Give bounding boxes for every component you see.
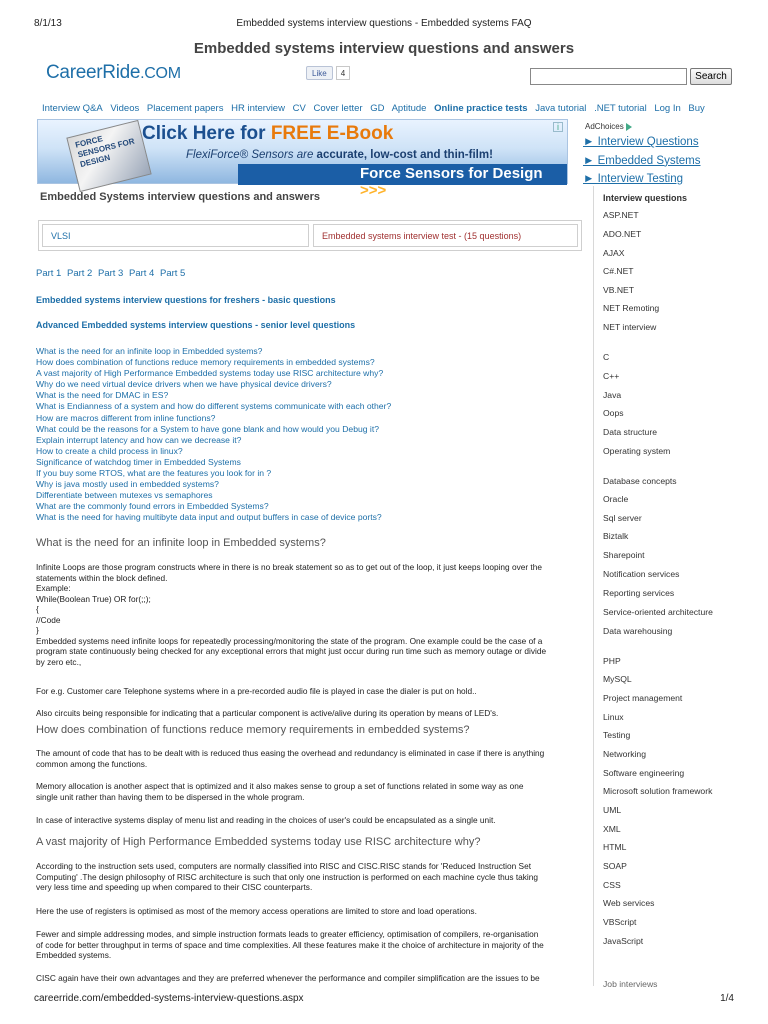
sidebar-item[interactable]: XML xyxy=(603,824,621,834)
paragraph-line: Embedded systems need infinite loops for repeatedly processing/monitoring the state of the program. One example could be the case of a xyxy=(36,635,543,646)
side-link-embedded-systems[interactable]: ► Embedded Systems xyxy=(583,154,701,167)
nav-log-in[interactable]: Log In xyxy=(654,103,681,114)
sidebar-item-cut[interactable]: Job interviews xyxy=(603,979,658,989)
sidebar-item[interactable]: AJAX xyxy=(603,248,625,258)
question-link[interactable]: Explain interrupt latency and how can we decrease it? xyxy=(36,434,242,445)
question-link[interactable]: What are the commonly found errors in Embedded Systems? xyxy=(36,501,269,512)
section-heading: What is the need for an infinite loop in Embedded systems? xyxy=(36,537,326,549)
paragraph-line: The amount of code that has to be dealt with is reduced thus easing the overhead and redundancy is eliminated in case if there is anything xyxy=(36,748,545,758)
part-link[interactable]: Part 4 xyxy=(129,268,155,279)
paragraph: Also circuits being responsible for indicating that a particular component is active/alive during its operation by means of LED's. xyxy=(36,708,499,718)
code-line: } xyxy=(36,625,39,635)
sidebar-item[interactable]: Software engineering xyxy=(603,768,685,778)
advanced-link[interactable]: Advanced Embedded systems interview questions - senior level questions xyxy=(36,320,356,330)
nav-aptitude[interactable]: Aptitude xyxy=(391,103,427,114)
nav-interview-qa[interactable]: Interview Q&A xyxy=(42,103,103,114)
part-link[interactable]: Part 2 xyxy=(67,268,93,279)
part-link[interactable]: Part 3 xyxy=(98,268,124,279)
nav-placement-papers[interactable]: Placement papers xyxy=(146,103,224,114)
question-link[interactable]: Why do we need virtual device drivers when we have physical device drivers? xyxy=(36,379,332,390)
search-button[interactable]: Search xyxy=(690,68,732,85)
sidebar-item[interactable]: VBScript xyxy=(603,917,637,927)
logo-suffix: .COM xyxy=(140,65,181,82)
nav-online-practice-tests[interactable]: Online practice tests xyxy=(434,103,528,114)
question-link[interactable]: If you buy some RTOS, what are the features you look for in ? xyxy=(36,468,272,479)
sidebar-item[interactable]: SOAP xyxy=(603,861,627,871)
like-button[interactable]: Like xyxy=(306,66,333,80)
sidebar-item[interactable]: Service-oriented architecture xyxy=(603,607,713,617)
sidebar-item[interactable]: Data warehousing xyxy=(603,626,673,636)
question-link[interactable]: What could be the reasons for a System to have gone blank and how would you Debug it? xyxy=(36,423,380,434)
nav-net-tutorial[interactable]: .NET tutorial xyxy=(594,103,647,114)
sidebar-item[interactable]: Java xyxy=(603,390,622,400)
sidebar-item[interactable]: PHP xyxy=(603,656,621,666)
paragraph-line: statements within the block defined. xyxy=(36,572,168,583)
question-link[interactable]: What is the need for DMAC in ES? xyxy=(36,390,169,401)
side-ad-links xyxy=(583,136,701,192)
paragraph: Here the use of registers is optimised as most of the memory access operations are limited to store and load operations. xyxy=(36,906,477,916)
sidebar-item[interactable]: Sql server xyxy=(603,513,642,523)
print-url: careerride.com/embedded-systems-interview-questions.aspx xyxy=(34,993,304,1004)
sidebar-item[interactable]: Operating system xyxy=(603,446,671,456)
banner-subline-a: FlexiForce® Sensors are xyxy=(186,149,317,161)
ad-info-icon[interactable]: i xyxy=(553,122,563,132)
paragraph-line: by zero etc., xyxy=(36,656,82,667)
page-number: 1/4 xyxy=(720,993,734,1004)
banner-cta[interactable] xyxy=(238,164,567,199)
sidebar-item[interactable]: Oops xyxy=(603,408,624,418)
side-link-interview-questions[interactable]: ► Interview Questions xyxy=(583,136,699,148)
question-link[interactable]: What is the need for an infinite loop in Embedded systems? xyxy=(36,346,263,356)
sidebar-item[interactable]: C++ xyxy=(603,371,620,381)
nav-videos[interactable]: Videos xyxy=(110,103,140,114)
paragraph-line: of code for better throughput in terms of space and time complexities. All these features make it the choice of architecture in majority of the xyxy=(36,939,544,950)
freshers-link[interactable]: Embedded systems interview questions for freshers - basic questions xyxy=(36,295,336,305)
paragraph: CISC again have their own advantages and they are preferred whenever the performance and compiler simplification are the issues to be xyxy=(36,973,540,983)
sidebar-item[interactable]: ADO.NET xyxy=(603,229,642,239)
paragraph-line: Embedded systems. xyxy=(36,950,112,960)
sidebar-item[interactable]: NET Remoting xyxy=(603,303,660,313)
sidebar-item[interactable]: Testing xyxy=(603,730,631,740)
banner-subline-b: accurate, low-cost and thin-film! xyxy=(316,149,493,161)
question-link[interactable]: What is the need for having multibyte data input and output buffers in case of device ports? xyxy=(36,512,382,523)
article-title: Embedded Systems interview questions and answers xyxy=(40,191,320,203)
print-header xyxy=(34,18,734,32)
code-line: While(Boolean True) OR for(;;); xyxy=(36,593,151,604)
part-links xyxy=(36,268,188,279)
sidebar-item[interactable]: Web services xyxy=(603,898,655,908)
sidebar-item[interactable]: VB.NET xyxy=(603,285,635,295)
paragraph xyxy=(36,861,586,893)
paragraph-line: common among the functions. xyxy=(36,758,148,769)
ebook-cover-image: FORCE SENSORS FOR DESIGN xyxy=(66,120,151,192)
like-count: 4 xyxy=(336,66,350,80)
paragraph-line: single unit rather than having them to be dispersed in the whole program. xyxy=(36,791,305,802)
sidebar-item[interactable]: C#.NET xyxy=(603,266,634,276)
sidebar-item[interactable]: UML xyxy=(603,805,622,815)
topic-vlsi-link[interactable]: VLSI xyxy=(42,224,309,247)
adchoices-icon xyxy=(626,123,632,131)
print-date: 8/1/13 xyxy=(34,18,62,29)
topic-test-link[interactable]: Embedded systems interview test - (15 questions) xyxy=(313,224,578,247)
sidebar-item[interactable]: HTML xyxy=(603,842,627,852)
related-topics-box xyxy=(38,220,582,251)
paragraph-line: According to the instruction sets used, computers are normally classified into RISC and CISC.RISC stands for 'Reduced Instruction Set xyxy=(36,861,532,871)
banner-cta-a: Force Sensors for Design xyxy=(360,165,543,182)
sidebar-item[interactable]: Project management xyxy=(603,693,683,703)
sidebar-item[interactable]: Database concepts xyxy=(603,476,677,486)
main-nav xyxy=(42,103,740,117)
nav-cv[interactable]: CV xyxy=(292,103,306,114)
nav-java-tutorial[interactable]: Java tutorial xyxy=(535,103,587,114)
nav-hr-interview[interactable]: HR interview xyxy=(231,103,285,114)
nav-gd[interactable]: GD xyxy=(370,103,385,114)
paragraph xyxy=(36,748,586,769)
logo-name: CareerRide xyxy=(46,62,141,83)
paragraph xyxy=(36,781,586,802)
side-link-interview-testing[interactable]: ► Interview Testing xyxy=(583,173,684,185)
sidebar-item[interactable]: Linux xyxy=(603,712,624,722)
sidebar-item[interactable]: ASP.NET xyxy=(603,210,639,220)
question-link[interactable]: A vast majority of High Performance Embedded systems today use RISC architecture why? xyxy=(36,368,384,379)
question-link[interactable]: Significance of watchdog timer in Embedded Systems xyxy=(36,456,241,467)
page-title: Embedded systems interview questions and answers xyxy=(193,40,575,57)
paragraph xyxy=(36,929,586,961)
sidebar-item[interactable]: Microsoft solution framework xyxy=(603,786,713,796)
sidebar-item[interactable]: JavaScript xyxy=(603,936,644,946)
sidebar-item[interactable]: Networking xyxy=(603,749,646,759)
question-link[interactable]: How to create a child process in linux? xyxy=(36,445,183,456)
banner-headline-a: Click Here for xyxy=(142,123,271,144)
sidebar-item[interactable]: CSS xyxy=(603,880,621,890)
question-link[interactable]: How does combination of functions reduce memory requirements in embedded systems? xyxy=(36,357,375,368)
sidebar-item[interactable]: MySQL xyxy=(603,674,632,684)
paragraph-line: Memory allocation is another aspect that is optimized and it also makes sense to group a set of functions related in some way as one xyxy=(36,781,524,791)
section-body xyxy=(36,562,586,667)
part-link[interactable]: Part 1 xyxy=(36,268,62,279)
sidebar-item[interactable]: Data structure xyxy=(603,427,657,437)
paragraph-line: Computing' .The design philosophy of RISC architecture is such that only one instruction is performed on each machine cycle thus taking xyxy=(36,871,538,882)
code-line: //Code xyxy=(36,614,61,625)
nav-cover-letter[interactable]: Cover letter xyxy=(313,103,363,114)
question-link[interactable]: Why is java mostly used in embedded systems? xyxy=(36,479,219,490)
print-title: Embedded systems interview questions - Embedded systems FAQ xyxy=(236,18,532,29)
code-line: Example: xyxy=(36,583,71,593)
paragraph-line: Fewer and simple addressing modes, and simple instruction formats leads to greater efficiency, optimisation of compilers, re-organisation xyxy=(36,929,539,939)
banner-headline xyxy=(142,123,393,145)
sidebar-heading: Interview questions xyxy=(603,193,688,203)
print-footer xyxy=(34,993,734,1007)
paragraph-line: Infinite Loops are those program constructs where in there is no break statement so as to get out of the loop, it just keeps looping over the xyxy=(36,562,542,572)
sidebar-item[interactable]: Sharepoint xyxy=(603,550,645,560)
sidebar-item[interactable]: Oracle xyxy=(603,494,629,504)
sidebar xyxy=(593,186,729,989)
paragraph: In case of interactive systems display of menu list and reading in the choices of user's could be encapsulated as a single unit. xyxy=(36,815,496,825)
sidebar-item[interactable]: C xyxy=(603,352,610,362)
banner-headline-b: FREE E-Book xyxy=(270,123,394,144)
sidebar-item[interactable]: Biztalk xyxy=(603,531,629,541)
site-logo[interactable] xyxy=(46,62,181,84)
part-link[interactable]: Part 5 xyxy=(160,268,186,279)
banner-subline xyxy=(186,149,493,161)
sidebar-item[interactable]: NET interview xyxy=(603,322,657,332)
section-heading: A vast majority of High Performance Embedded systems today use RISC architecture why? xyxy=(36,836,481,848)
sidebar-item[interactable]: Notification services xyxy=(603,569,680,579)
question-link[interactable]: How are macros different from inline functions? xyxy=(36,412,216,423)
search-input[interactable] xyxy=(530,68,687,85)
paragraph: For e.g. Customer care Telephone systems where in a pre-recorded audio file is played in case the dialer is put on hold.. xyxy=(36,686,477,696)
code-line: { xyxy=(36,604,39,614)
adchoices-text: AdChoices xyxy=(585,122,624,131)
sidebar-item[interactable]: Reporting services xyxy=(603,588,675,598)
adchoices-label[interactable] xyxy=(585,122,632,131)
nav-buy[interactable]: Buy xyxy=(688,103,705,114)
paragraph-line: very less time and speeding up when compared to their CISC counterparts. xyxy=(36,882,313,892)
question-link[interactable]: Differentiate between mutexes vs semaphores xyxy=(36,490,213,501)
banner-cta-arrows: >>> xyxy=(360,182,387,199)
question-list xyxy=(36,346,391,524)
question-link[interactable]: What is Endianness of a system and how do different systems communicate with each other? xyxy=(36,401,392,412)
section-heading: How does combination of functions reduce memory requirements in embedded systems? xyxy=(36,724,470,736)
facebook-like xyxy=(306,66,350,80)
paragraph-line: program state continuously being checked for any exceptional errors that might just occur during run time such as memory outage or divide xyxy=(36,646,547,656)
